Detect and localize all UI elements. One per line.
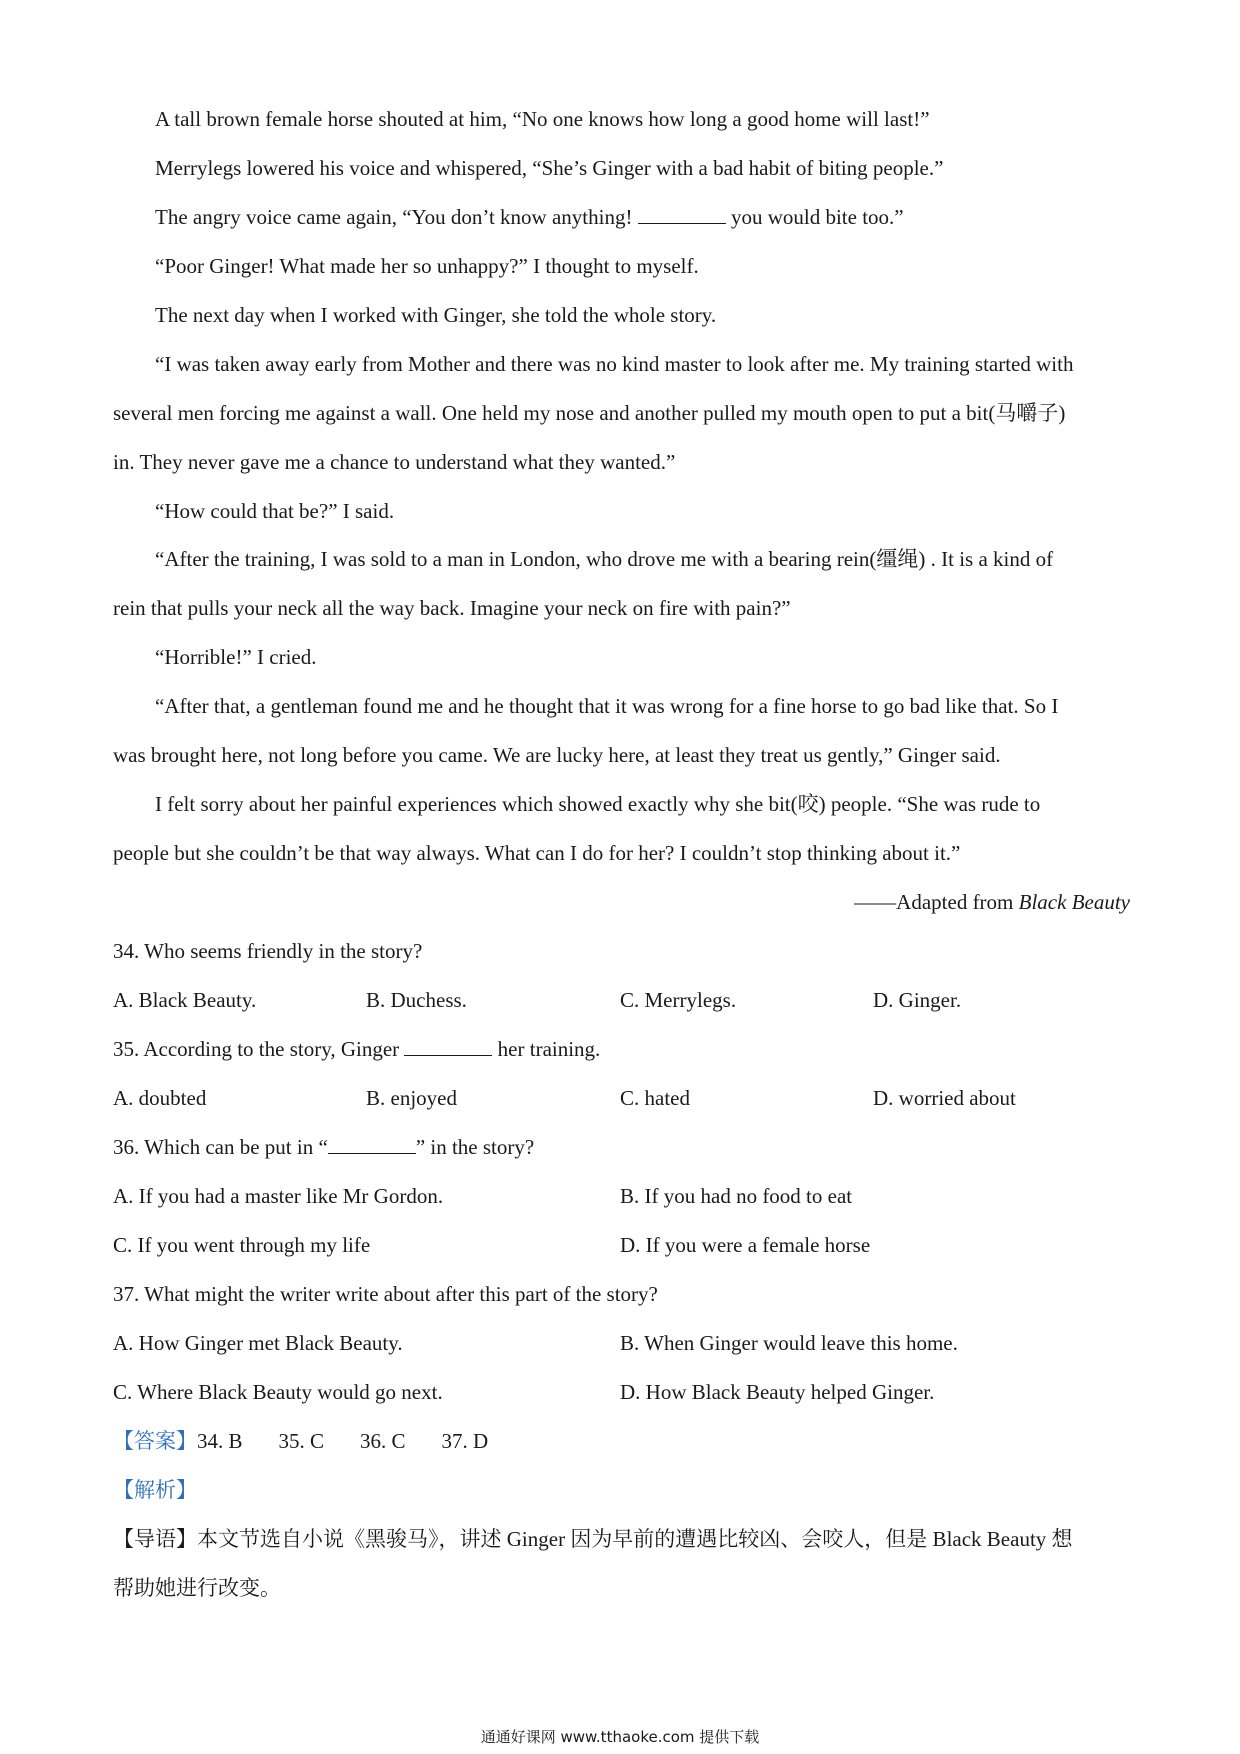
analysis-label: 【解析】 — [113, 1478, 197, 1502]
question-35-stem — [113, 1034, 600, 1064]
intro-line-2: 帮助她进行改变。 — [113, 1576, 281, 1600]
question-36-option-c: C. If you went through my life — [113, 1233, 371, 1257]
question-37-option-d: D. How Black Beauty helped Ginger. — [620, 1380, 935, 1404]
story-paragraph-6-line-1: “I was taken away early from Mother and there was no kind master to look after me. My training started with — [155, 352, 1074, 376]
question-37-stem: 37. What might the writer write about after this part of the story? — [113, 1282, 658, 1306]
question-36-stem-after: ” in the story? — [415, 1135, 535, 1159]
question-35-option-b: B. enjoyed — [366, 1086, 457, 1110]
page-footer: 通通好课网 www.tthaoke.com 提供下载 — [480, 1728, 760, 1746]
answer-37: 37. D — [441, 1429, 489, 1453]
question-36-stem-before: 36. Which can be put in “ — [113, 1135, 328, 1159]
story-paragraph-3-before: The angry voice came again, “You don’t know anything! — [155, 205, 638, 229]
intro-line-1 — [113, 1524, 1073, 1554]
question-37-option-c: C. Where Black Beauty would go next. — [113, 1380, 443, 1404]
story-paragraph-1: A tall brown female horse shouted at him, “No one knows how long a good home will last!” — [155, 107, 930, 131]
attribution — [854, 887, 1130, 917]
question-36-option-a: A. If you had a master like Mr Gordon. — [113, 1184, 444, 1208]
story-paragraph-8-line-2: rein that pulls your neck all the way back. Imagine your neck on fire with pain?” — [113, 596, 791, 620]
story-paragraph-2: Merrylegs lowered his voice and whispered, “She’s Ginger with a bad habit of biting people.” — [155, 156, 944, 180]
answer-36: 36. C — [360, 1429, 406, 1453]
intro-text-1: 本文节选自小说《黑骏马》，讲述 Ginger 因为早前的遭遇比较凶、会咬人，但是 Black Beauty 想 — [197, 1527, 1073, 1551]
question-34-option-c: C. Merrylegs. — [620, 988, 737, 1012]
story-paragraph-3 — [155, 202, 904, 232]
question-34-option-a: A. Black Beauty. — [113, 988, 257, 1012]
intro-label: 【导语】 — [113, 1527, 197, 1551]
story-paragraph-11-line-2: people but she couldn’t be that way always. What can I do for her? I couldn’t stop thinking about it.” — [113, 841, 961, 865]
question-36-option-b: B. If you had no food to eat — [620, 1184, 853, 1208]
story-paragraph-6-line-2: several men forcing me against a wall. One held my nose and another pulled my mouth open to put a bit(马嚼子) — [113, 401, 1066, 425]
question-35-option-d: D. worried about — [873, 1086, 1016, 1110]
question-37-option-a: A. How Ginger met Black Beauty. — [113, 1331, 403, 1355]
answer-label: 【答案】 — [113, 1429, 197, 1453]
question-36-blank — [328, 1135, 416, 1154]
story-paragraph-9: “Horrible!” I cried. — [155, 645, 317, 669]
story-paragraph-8-line-1: “After the training, I was sold to a man in London, who drove me with a bearing rein(缰绳) . It is a kind of — [155, 547, 1054, 571]
question-34-option-b: B. Duchess. — [366, 988, 467, 1012]
question-34-stem: 34. Who seems friendly in the story? — [113, 939, 423, 963]
story-paragraph-7: “How could that be?” I said. — [155, 499, 395, 523]
question-35-option-a: A. doubted — [113, 1086, 207, 1110]
answer-34: 34. B — [197, 1429, 243, 1453]
story-paragraph-3-after: you would bite too.” — [725, 205, 904, 229]
attribution-title: Black Beauty — [1018, 890, 1130, 914]
attribution-prefix: ——Adapted from — [854, 890, 1019, 914]
question-35-option-c: C. hated — [620, 1086, 690, 1110]
answer-line — [113, 1426, 524, 1456]
question-36-option-d: D. If you were a female horse — [620, 1233, 871, 1257]
fill-blank — [638, 205, 726, 224]
question-35-stem-before: 35. According to the story, Ginger — [113, 1037, 405, 1061]
question-35-blank — [404, 1037, 492, 1056]
question-37-option-b: B. When Ginger would leave this home. — [620, 1331, 958, 1355]
question-34-option-d: D. Ginger. — [873, 988, 962, 1012]
question-36-stem — [113, 1132, 534, 1162]
story-paragraph-10-line-2: was brought here, not long before you came. We are lucky here, at least they treat us gently,” Ginger said. — [113, 743, 1001, 767]
story-paragraph-10-line-1: “After that, a gentleman found me and he thought that it was wrong for a fine horse to go bad like that. So I — [155, 694, 1059, 718]
story-paragraph-5: The next day when I worked with Ginger, she told the whole story. — [155, 303, 717, 327]
answer-35: 35. C — [278, 1429, 325, 1453]
story-paragraph-4: “Poor Ginger! What made her so unhappy?” I thought to myself. — [155, 254, 699, 278]
question-35-stem-after: her training. — [492, 1037, 601, 1061]
story-paragraph-6-line-3: in. They never gave me a chance to understand what they wanted.” — [113, 450, 676, 474]
story-paragraph-11-line-1: I felt sorry about her painful experiences which showed exactly why she bit(咬) people. “She was rude to — [155, 792, 1041, 816]
